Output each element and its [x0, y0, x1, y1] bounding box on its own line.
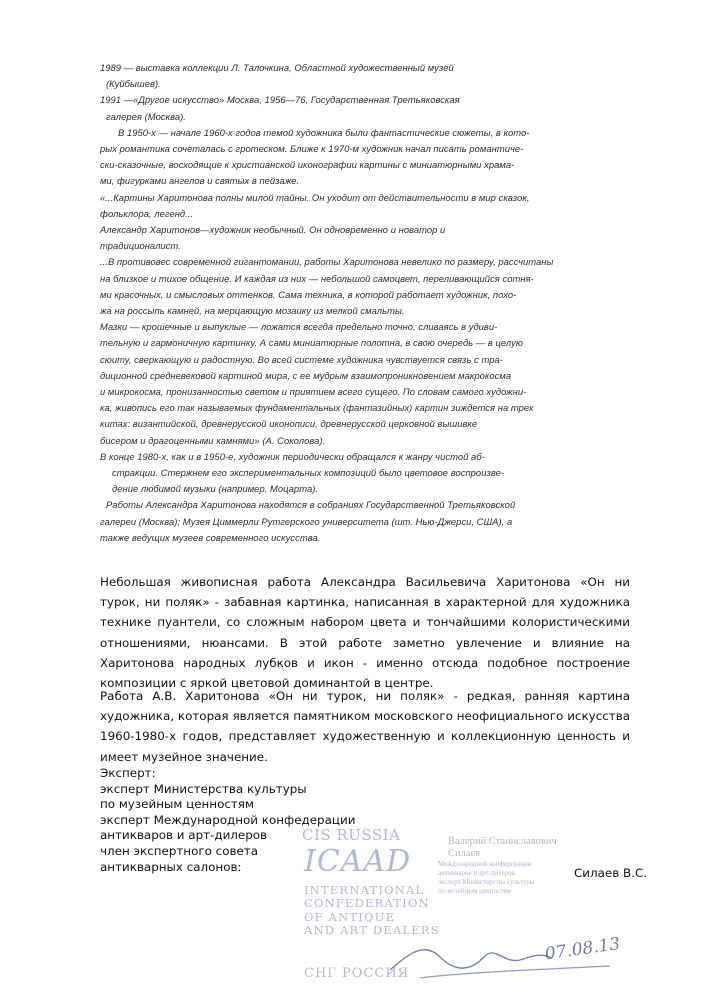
conclusion-paragraph-2: Работа А.В. Харитонова «Он ни турок, ни поляк» - редкая, ранняя картина художника, которая является памятником московского неофициального искусства 1960-1980-х годов, представляет художественную и коллекционную ценность и имеет музейное значение.: [100, 689, 630, 764]
conclusion-paragraph-1: Небольшая живописная работа Александра Васильевича Харитонова «Он ни турок, ни поляк» - забавная картинка, написанная в характерной для художника технике пуантели, со сложным набором цвета и тончайшими колористическими отношениями, нюансами. В этой работе заметно увлечение и влияние на Харитонова народных лубков и икон - именно отсюда подобное построение композиции с яркой цветовой доминантой в центре.: [100, 575, 630, 691]
typed-quote-3: ...В противовес современной гигантомании, работы Харитонова невелико по размеру, рассчитаны на близкое и тихое общение. И каждая из них — небольшой самоцвет, переливающийся сотня- ми красочных, и смысловых оттенков. Сама техника, в которой работает художник, похо- жа на россыпь камней, на мерцающую мозаику из мелкой смальты.: [100, 256, 554, 317]
expert-label: Эксперт:: [100, 766, 156, 780]
typed-quote-4: Мазки — крошечные и выпуклые — ложатся всегда предельно точно, сливаясь в удиви- тельную и гармоничную картинку. А сами миниатюрные полотна, в свою очередь — в целую сюиту, сверкающую и радостную. Во всей системе художника чувствуется связь с тра- диционной средневековой картиной мира, с ее мудрым взаимопроникновением макрокосма и микрокосма, пронизанностью светом и приятием всего сущего. По словам самого художни- ка, живопись его так называемых фундаментальных (фантазийных) картин зиждется на трех китах: византийской, древнерусской иконописи, древнерусской церковной вышивке бисером и драгоценными камнями» (А. Соколова).: [100, 321, 534, 446]
signature-stroke: [390, 950, 552, 970]
exhibition-1989: 1989 — выставка коллекции Л. Талочкина, Областной художественный музей (Куйбышев).: [100, 62, 454, 90]
expert-line: член экспертного совета: [100, 843, 259, 858]
expert-line: по музейным ценностям: [100, 797, 254, 812]
exhibition-1991: 1991 —«Другое искусство» Москва, 1956—76, Государственная Третьяковская галерея (Москва).: [100, 94, 460, 122]
biography-typed-block: [100, 60, 620, 546]
typed-paragraph-abstraction: В конце 1980-х, как и в 1950-е, художник периодически обращался к жанру чистой аб- стракции. Стержнем его экспериментальных композиций было цветовое воспроизве- дение любимой музыки (например, Моцарта).: [100, 450, 505, 495]
typed-paragraph-themes: В 1950-х — начале 1960-х годов темой художника были фантастические сюжеты, в кото- рых романтика сочеталась с гротеском. Ближе к 1970-м художник начал писать романтиче- ски-сказочные, восходящие к христианской иконографии картины с миниатюрными храма- ми, фигурками ангелов и святых в пейзаже.: [100, 126, 530, 187]
stamp-lines: INTERNATIONAL CONFEDERATION OF ANTIQUE AND ART DEALERS: [304, 883, 440, 938]
typed-quote-2: Александр Харитонов—художник необычный. Он одновременно и новатор и традиционалист.: [100, 224, 446, 252]
seal-name: Валерий Станиславович Силаев: [448, 836, 557, 859]
stamp-logo-text: ICAAD: [304, 844, 412, 879]
typed-quote-1: «...Картины Харитонова полны милой тайны. Он уходит от действительности в мир сказок, фольклора, легенд...: [100, 191, 530, 219]
expert-line: антикваров и арт-дилеров: [100, 828, 268, 843]
handwritten-signature: [380, 912, 630, 982]
expert-line: антикварных салонов:: [100, 859, 242, 874]
signature-underline: [420, 966, 610, 978]
expert-line: эксперт Международной конфедерации: [100, 812, 356, 827]
stamp-top-text: CIS RUSSIA: [302, 826, 401, 844]
stamp-bottom-text: СНГ РОССИЯ: [304, 966, 410, 981]
expert-seal-card: Валерий Станиславович Силаев Международной конфедерации антикваров и арт-дилеров эксперт Министерства культуры по музейным ценностям: [438, 836, 588, 932]
signature-name: Силаев В.С.: [574, 866, 648, 880]
expert-line: эксперт Министерства культуры: [100, 781, 307, 796]
typed-paragraph-collections: Работы Александра Харитонова находятся в собраниях Государственной Третьяковской галереи (Москва); Музея Циммерли Рутгерского университета (шт. Нью-Джерси, США), а также ведущих музеев современного искусства.: [100, 499, 516, 543]
handwritten-date: 07.08.13: [543, 934, 622, 965]
